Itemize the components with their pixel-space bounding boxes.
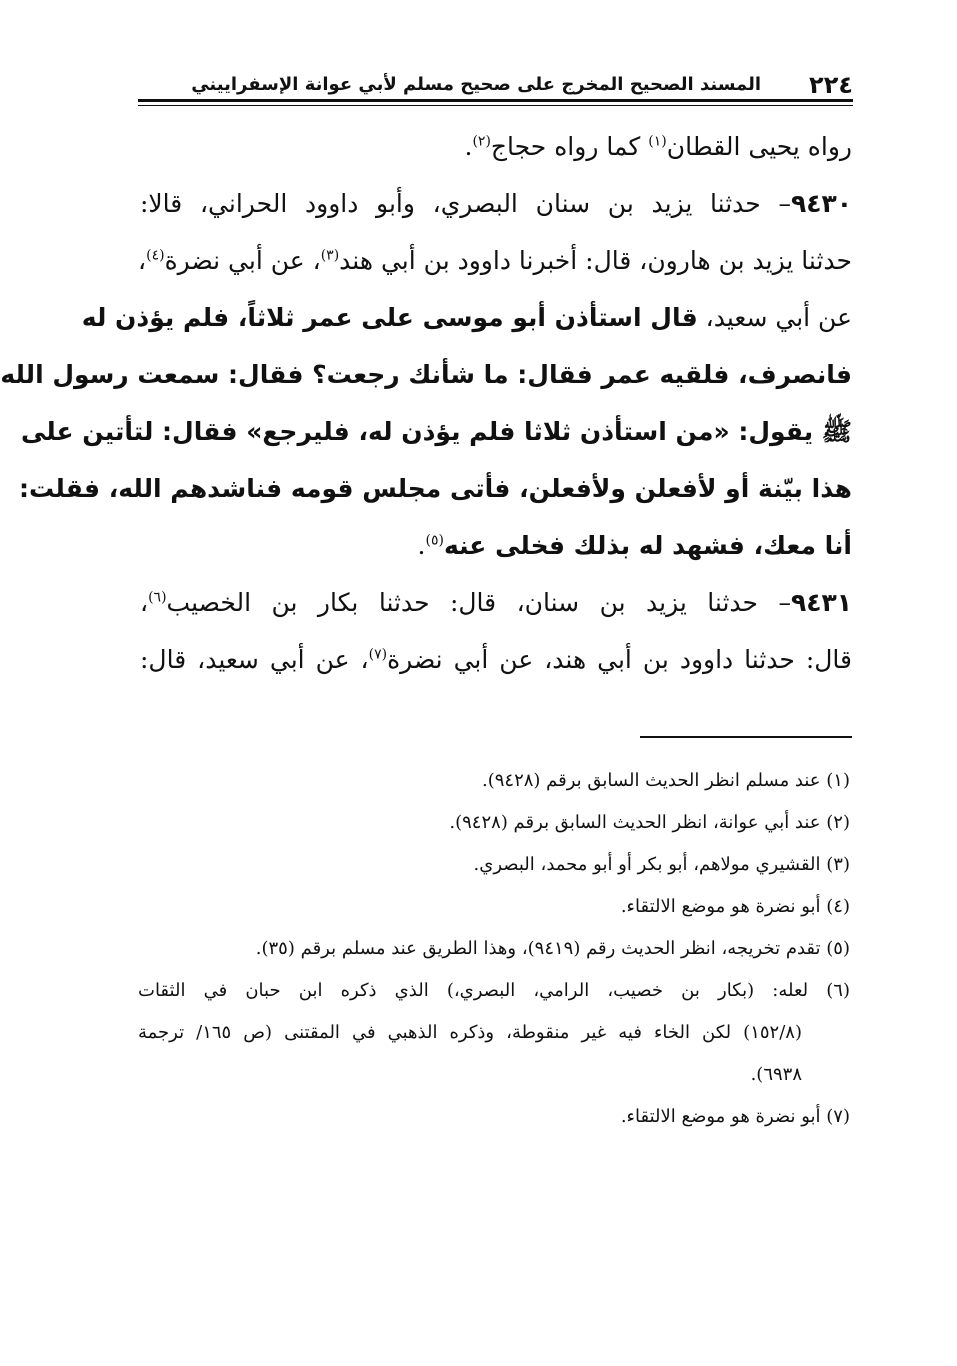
hadith-9430-line-6: هذا بيّنة أو لأفعلن ولأفعلن، فأتى مجلس قومه فناشدهم الله، فقلت: bbox=[18, 474, 852, 503]
text-segment-bold: قال استأذن أبو موسى على عمر ثلاثاً، فلم يؤذن له bbox=[81, 303, 698, 332]
header-rule-thick bbox=[138, 99, 853, 102]
page-number: ٢٢٤ bbox=[809, 71, 853, 99]
hadith-9430-line-3 bbox=[81, 289, 852, 346]
footnote-ref: (٤) bbox=[146, 247, 165, 264]
footnote-6-line-3: ٦٩٣٨). bbox=[750, 1064, 802, 1085]
footnote-separator bbox=[640, 736, 852, 738]
footnote-6-line-1: (٦) لعله: (بكار بن خصيب، الرامي، البصري،) الذي ذكره ابن حبان في الثقات bbox=[138, 980, 850, 1001]
hadith-number: ٩٤٣١ bbox=[790, 588, 852, 617]
text-segment: قال: حدثنا داوود بن أبي هند، عن أبي نضرة bbox=[387, 645, 852, 674]
hadith-9430-line-7 bbox=[140, 517, 852, 574]
hadith-9430-line-5 bbox=[21, 403, 852, 460]
footnote-ref: (١) bbox=[648, 133, 667, 150]
footnote-3: (٣) القشيري مولاهم، أبو بكر أو أبو محمد، البصري. bbox=[473, 854, 850, 875]
hadith-9430-line-1 bbox=[140, 175, 852, 232]
text-segment: – حدثنا يزيد بن سنان البصري، وأبو داوود الحراني، قالا: bbox=[140, 189, 791, 218]
text-segment: ، عن أبي نضرة bbox=[164, 246, 321, 275]
text-segment-bold: أنا معك، فشهد له بذلك فخلى عنه bbox=[443, 531, 852, 560]
footnotes bbox=[138, 760, 850, 1138]
main-text bbox=[0, 118, 852, 688]
text-segment: ، عن أبي سعيد، قال: bbox=[140, 645, 369, 674]
prophetic-quote: «من استأذن ثلاثا فلم يؤذن له، فليرجع» bbox=[246, 417, 730, 446]
hadith-9430-line-4: فانصرف، فلقيه عمر فقال: ما شأنك رجعت؟ فقال: سمعت رسول الله bbox=[0, 360, 852, 389]
hadith-9431-line-1 bbox=[140, 574, 852, 631]
footnote-7: (٧) أبو نضرة هو موضع الالتقاء. bbox=[620, 1106, 850, 1127]
text-segment: عن أبي سعيد، bbox=[697, 303, 852, 332]
footnote-ref: (٦) bbox=[148, 589, 167, 606]
hadith-number: ٩٤٣٠ bbox=[790, 189, 852, 218]
text-segment: – حدثنا يزيد بن سنان، قال: حدثنا بكار بن الخصيب bbox=[166, 588, 791, 617]
header-rule-thin bbox=[138, 105, 853, 106]
text-segment: كما رواه حجاج bbox=[490, 132, 649, 161]
text-segment-bold: ﷺ يقول: bbox=[729, 417, 852, 446]
text-segment: . bbox=[417, 531, 426, 560]
running-title: المسند الصحيح المخرج على صحيح مسلم لأبي عوانة الإسفراييني bbox=[191, 74, 761, 95]
text-segment: ، bbox=[140, 588, 149, 617]
footnote-ref: (٣) bbox=[320, 247, 340, 264]
footnote-4: (٤) أبو نضرة هو موضع الالتقاء. bbox=[620, 896, 850, 917]
footnote-5: (٥) تقدم تخريجه، انظر الحديث رقم (٩٤١٩)، وهذا الطريق عند مسلم برقم (٣٥). bbox=[255, 938, 850, 959]
hadith-9431-line-2 bbox=[140, 631, 852, 688]
footnote-1: (١) عند مسلم انظر الحديث السابق برقم (٩٤٢٨). bbox=[482, 770, 850, 791]
text-segment: . bbox=[464, 132, 473, 161]
text-segment-bold: فقال: لتأتين على bbox=[21, 417, 247, 446]
text-segment: رواه يحيى القطان bbox=[666, 132, 852, 161]
footnote-6-line-2: (١٥٢/٨) لكن الخاء فيه غير منقوطة، وذكره الذهبي في المقتنى (ص ١٦٥/ ترجمة bbox=[138, 1022, 802, 1043]
page-header bbox=[138, 70, 853, 100]
text-line-1 bbox=[140, 118, 852, 175]
text-segment: ، bbox=[138, 246, 147, 275]
footnote-ref: (٧) bbox=[368, 646, 388, 663]
hadith-9430-line-2 bbox=[140, 232, 852, 289]
footnote-ref: (٢) bbox=[472, 133, 491, 150]
footnote-2: (٢) عند أبي عوانة، انظر الحديث السابق برقم (٩٤٢٨). bbox=[449, 812, 850, 833]
footnote-ref: (٥) bbox=[425, 532, 444, 549]
text-segment: حدثنا يزيد بن هارون، قال: أخبرنا داوود بن أبي هند bbox=[339, 246, 852, 275]
